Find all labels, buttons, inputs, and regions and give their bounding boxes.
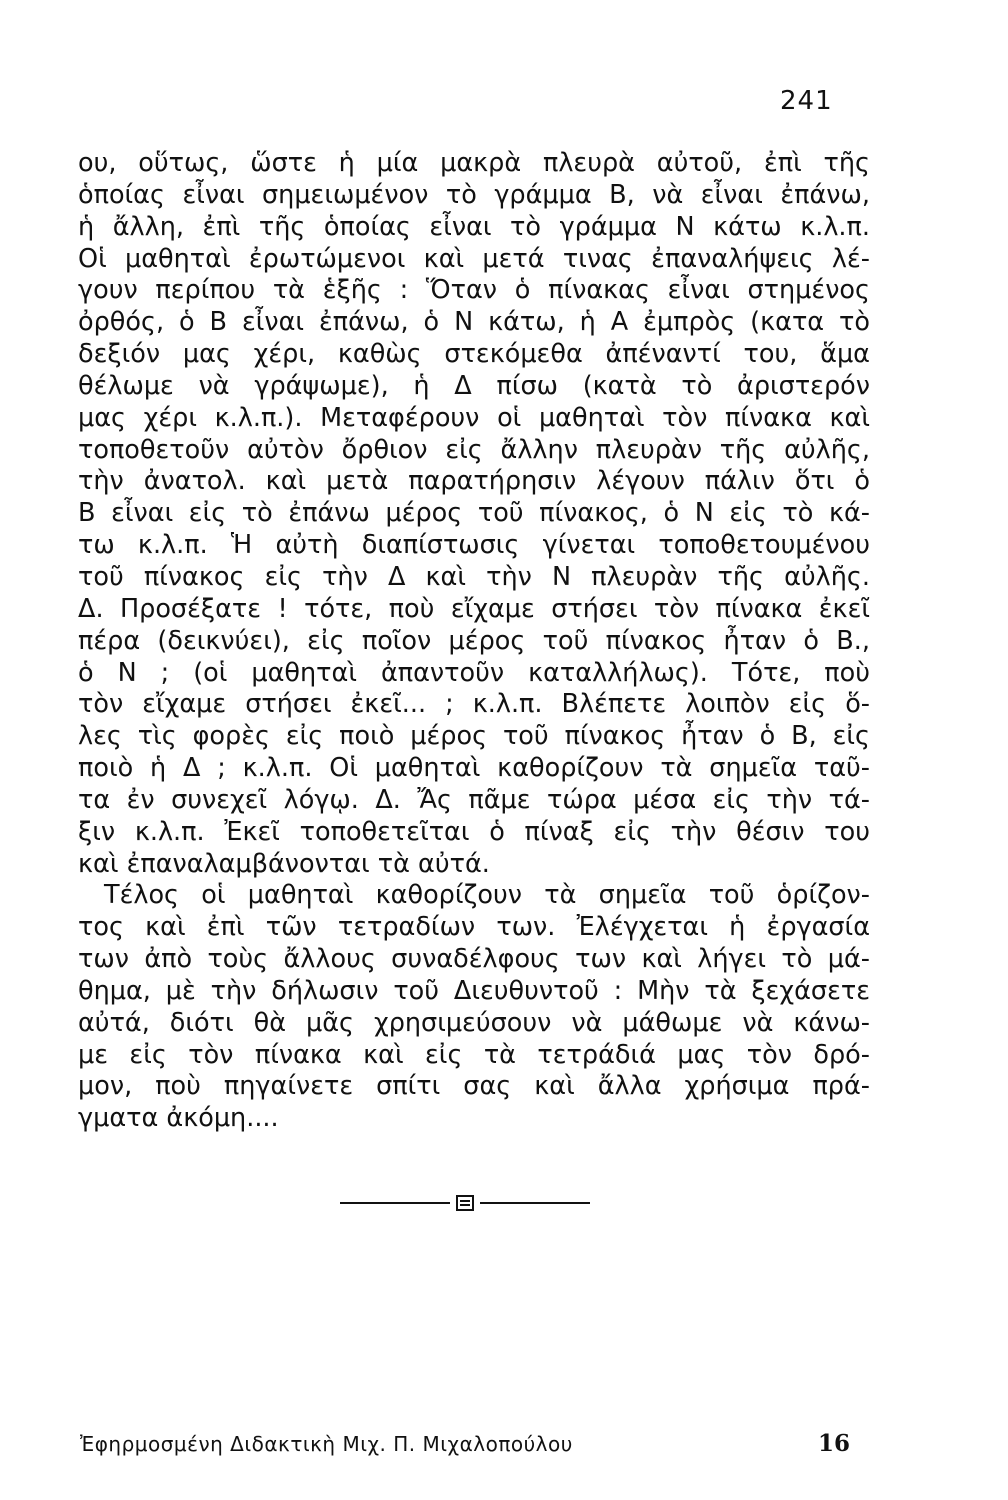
- section-divider: [340, 1191, 590, 1215]
- text-line: με εἰς τὸν πίνακα καὶ εἰς τὰ τετράδιά μας τὸν δρό-: [78, 1039, 870, 1070]
- text-line: τοῦ πίνακος εἰς τὴν Δ καὶ τὴν Ν πλευρὰν τῆς αὐλῆς.: [78, 561, 870, 592]
- text-line: τὴν ἀνατολ. καὶ μετὰ παρατήρησιν λέγουν πάλιν ὅτι ὁ: [78, 466, 870, 497]
- divider-rule-right: [480, 1202, 590, 1204]
- section-end-ornament-icon: [456, 1195, 474, 1211]
- divider-rule-left: [340, 1202, 450, 1204]
- text-line: λες τὶς φορὲς εἰς ποιὸ μέρος τοῦ πίνακος ἦταν ὁ Β, εἰς: [78, 721, 870, 752]
- body-text: [78, 148, 870, 1135]
- text-line: δεξιόν μας χέρι, καθὼς στεκόμεθα ἀπέναντί του, ἅμα: [78, 339, 870, 370]
- book-source-line: Ἐφηρμοσμένη Διδακτικὴ Μιχ. Π. Μιχαλοπούλου: [80, 1432, 573, 1456]
- text-line: θέλωμε νὰ γράψωμε), ἡ Δ πίσω (κατὰ τὸ ἀριστερόν: [78, 370, 870, 401]
- text-line: πέρα (δεικνύει), εἰς ποῖον μέρος τοῦ πίνακος ἦταν ὁ Β.,: [78, 625, 870, 656]
- text-line: ποιὸ ἡ Δ ; κ.λ.π. Οἱ μαθηταὶ καθορίζουν τὰ σημεῖα ταῦ-: [78, 753, 870, 784]
- text-line: γουν περίπου τὰ ἑξῆς : Ὅταν ὁ πίνακας εἶναι στημένος: [78, 275, 870, 306]
- text-line: μον, ποὺ πηγαίνετε σπίτι σας καὶ ἄλλα χρήσιμα πρά-: [78, 1071, 870, 1102]
- text-line: ὀρθός, ὁ Β εἶναι ἐπάνω, ὁ Ν κάτω, ἡ Α ἐμπρὸς (κατα τὸ: [78, 307, 870, 338]
- text-line: γματα ἀκόμη....: [78, 1103, 279, 1134]
- text-line: μας χέρι κ.λ.π.). Μεταφέρουν οἱ μαθηταὶ τὸν πίνακα καὶ: [78, 402, 870, 433]
- text-line: Δ. Προσέξατε ! τότε, ποὺ εἴχαμε στήσει τὸν πίνακα ἐκεῖ: [78, 593, 870, 624]
- text-line: τὸν εἴχαμε στήσει ἐκεῖ... ; κ.λ.π. Βλέπετε λοιπὸν εἰς ὅ-: [78, 689, 870, 720]
- text-line: τα ἐν συνεχεῖ λόγῳ. Δ. Ἄς πᾶμε τώρα μέσα εἰς τὴν τά-: [78, 784, 870, 815]
- text-line: τος καὶ ἐπὶ τῶν τετραδίων των. Ἐλέγχεται ἡ ἐργασία: [78, 912, 870, 943]
- text-line: αὐτά, διότι θὰ μᾶς χρησιμεύσουν νὰ μάθωμε νὰ κάνω-: [78, 1007, 870, 1038]
- text-line: ὁ Ν ; (οἱ μαθηταὶ ἀπαντοῦν καταλλήλως). Τότε, ποὺ: [78, 657, 870, 688]
- text-line: ἡ ἄλλη, ἐπὶ τῆς ὁποίας εἶναι τὸ γράμμα Ν κάτω κ.λ.π.: [78, 211, 870, 242]
- text-line: τω κ.λ.π. Ἡ αὐτὴ διαπίστωσις γίνεται τοποθετουμένου: [78, 530, 870, 561]
- text-line: καὶ ἐπαναλαμβάνονται τὰ αὐτά.: [78, 848, 490, 879]
- page-number: 241: [780, 86, 833, 116]
- text-line: Οἱ μαθηταὶ ἐρωτώμενοι καὶ μετά τινας ἐπαναλήψεις λέ-: [78, 243, 870, 274]
- text-line: των ἀπὸ τοὺς ἄλλους συναδέλφους των καὶ λήγει τὸ μά-: [78, 944, 870, 975]
- text-line: ου, οὕτως, ὥστε ἡ μία μακρὰ πλευρὰ αὐτοῦ, ἐπὶ τῆς: [78, 148, 870, 178]
- text-line: ὁποίας εἶναι σημειωμένον τὸ γράμμα Β, νὰ εἶναι ἐπάνω,: [78, 179, 870, 210]
- text-line: θημα, μὲ τὴν δήλωσιν τοῦ Διευθυντοῦ : Μὴν τὰ ξεχάσετε: [78, 975, 870, 1006]
- signature-mark: 16: [818, 1430, 851, 1457]
- text-line: ξιν κ.λ.π. Ἐκεῖ τοποθετεῖται ὁ πίναξ εἰς τὴν θέσιν του: [78, 816, 870, 847]
- text-line: τοποθετοῦν αὐτὸν ὄρθιον εἰς ἄλλην πλευρὰν τῆς αὐλῆς,: [78, 434, 870, 465]
- text-line: Β εἶναι εἰς τὸ ἐπάνω μέρος τοῦ πίνακος, ὁ Ν εἰς τὸ κά-: [78, 498, 870, 529]
- text-line: Τέλος οἱ μαθηταὶ καθορίζουν τὰ σημεῖα τοῦ ὁρίζον-: [104, 880, 870, 911]
